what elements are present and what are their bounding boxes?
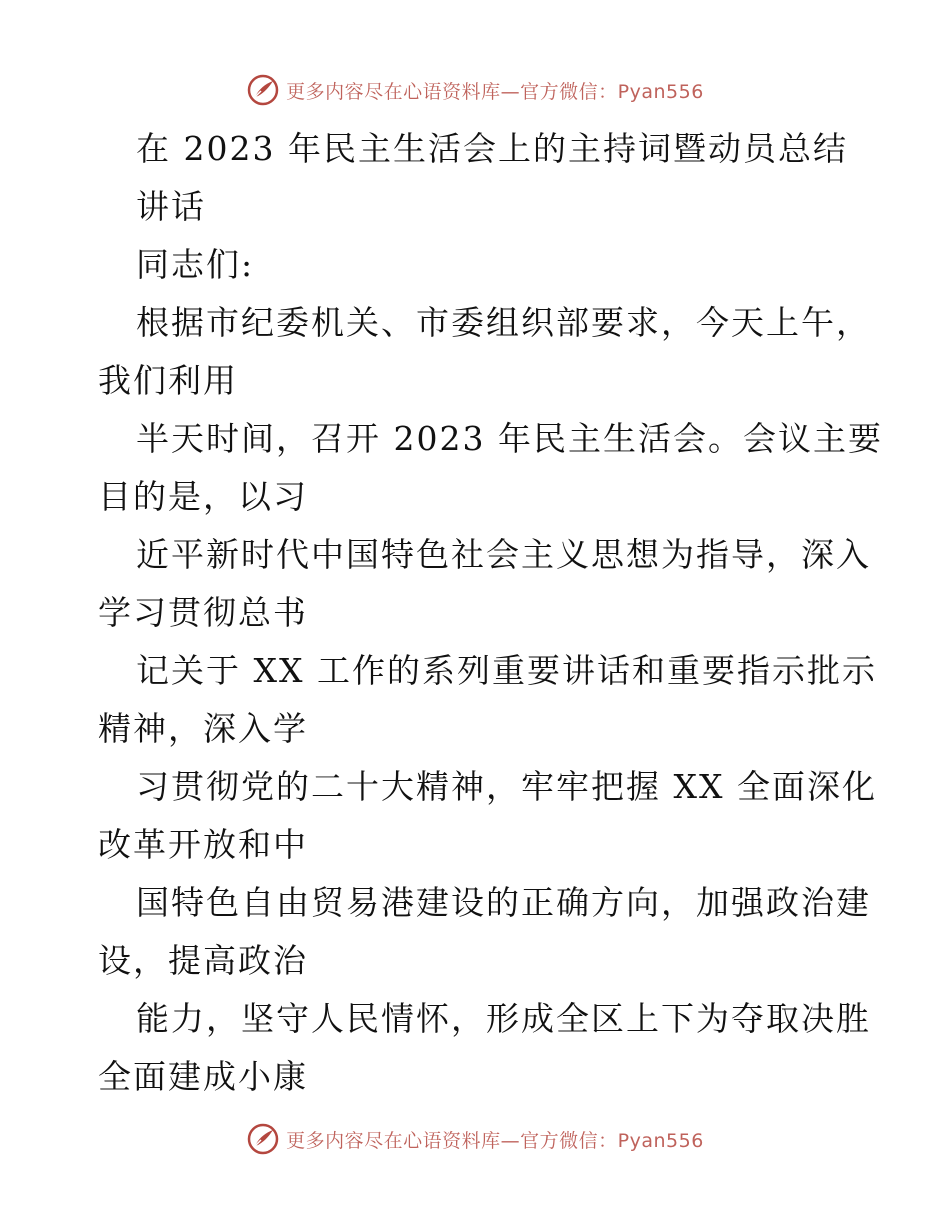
text-line: 习贯彻党的二十大精神，牢牢把握 XX 全面深化 (136, 767, 877, 806)
text-line: 近平新时代中国特色社会主义思想为指导，深入 (136, 535, 871, 574)
quill-logo-icon (246, 73, 280, 107)
watermark-text: 更多内容尽在心语资料库—官方微信：Pyan556 (286, 1129, 704, 1152)
text-line: 改革开放和中 (98, 825, 308, 864)
text-line: 学习贯彻总书 (98, 593, 308, 632)
text-line: 根据市纪委机关、市委组织部要求，今天上午， (136, 303, 871, 342)
text-line: 精神，深入学 (98, 709, 308, 748)
text-line: 设，提高政治 (98, 941, 308, 980)
text-line: 能力，坚守人民情怀，形成全区上下为夺取决胜 (136, 999, 871, 1038)
text-line: 半天时间，召开 2023 年民主生活会。会议主要 (136, 419, 883, 458)
quill-logo-icon (246, 1122, 280, 1156)
text-line: 同志们: (136, 245, 255, 284)
header-watermark-banner (0, 73, 950, 107)
text-line: 国特色自由贸易港建设的正确方向，加强政治建 (136, 883, 871, 922)
text-line: 讲话 (136, 187, 206, 226)
text-line: 我们利用 (98, 361, 238, 400)
text-line: 记关于 XX 工作的系列重要讲话和重要指示批示 (136, 651, 877, 690)
document-body (98, 120, 883, 1106)
footer-watermark-banner (0, 1122, 950, 1156)
text-line: 在 2023 年民主生活会上的主持词暨动员总结 (136, 129, 848, 168)
text-line: 目的是，以习 (98, 477, 308, 516)
text-line: 全面建成小康 (98, 1057, 308, 1096)
watermark-text: 更多内容尽在心语资料库—官方微信：Pyan556 (286, 80, 704, 103)
